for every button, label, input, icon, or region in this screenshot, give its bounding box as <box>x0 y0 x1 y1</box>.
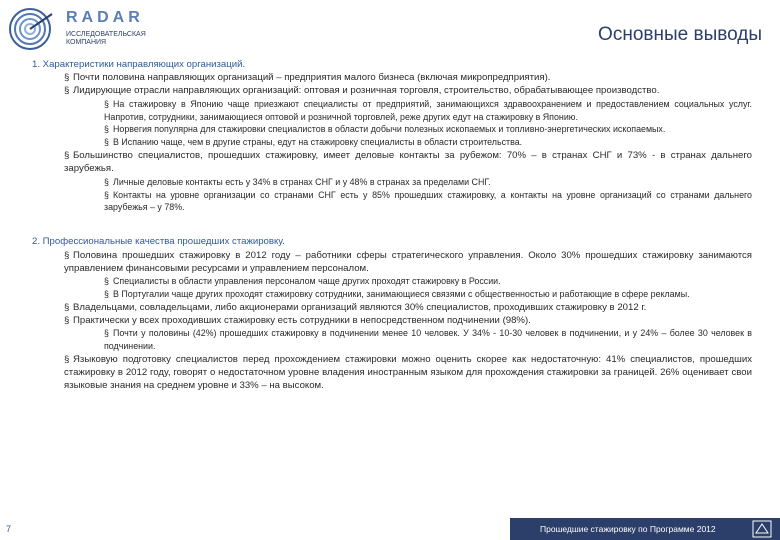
page-title: Основные выводы <box>598 24 762 45</box>
bullet-icon: § <box>104 288 109 299</box>
sub-list-item: § Контакты на уровне организации со странами СНГ есть у 85% прошедших стажировку, а контакты на уровне организаций со странами дальнего зарубежья – у 78%. <box>104 189 752 213</box>
section-2-heading: 2. Профессиональные качества прошедших стажировку. <box>32 236 285 248</box>
bullet-icon: § <box>64 249 70 261</box>
bullet-icon: § <box>104 124 109 135</box>
list-item: § Лидирующие отрасли направляющих организаций: оптовая и розничная торговля, строительство, обрабатывающее производство. <box>64 85 660 97</box>
radar-logo-icon <box>8 6 58 52</box>
bullet-icon: § <box>104 189 109 200</box>
list-item: § Большинство специалистов, прошедших стажировку, имеет деловые контакты за рубежом: 70% – в странах СНГ и 73% - в странах дальнего зарубежья. <box>64 150 752 175</box>
list-item: § Владельцами, совладельцами, либо акционерами организаций являются 30% специалистов, проходивших стажировку в 2012 г. <box>64 301 647 313</box>
bullet-icon: § <box>104 328 109 339</box>
main-content <box>30 58 752 393</box>
sub-list-item: § Личные деловые контакты есть у 34% в странах СНГ и у 48% в странах за пределами СНГ. <box>104 176 491 187</box>
sub-list-item: § Специалисты в области управления персоналом чаще других проходят стажировку в России. <box>104 275 501 286</box>
list-item: § Практически у всех проходивших стажировку есть сотрудники в непосредственном подчинении (98%). <box>64 314 531 326</box>
sub-list-item: § На стажировку в Японию чаще приезжают специалисты от предприятий, занимающихся здравоохранением и предоставлением социальных услуг. Напротив, сотрудники, занимающиеся оптовой и розничной торговлей, реже других едут на стажировку в Японию. <box>104 98 752 122</box>
bullet-icon: § <box>64 314 70 326</box>
bullet-icon: § <box>104 98 109 109</box>
sub-list-item: § Норвегия популярна для стажировки специалистов в области добычи полезных ископаемых и топливно-энергетических ископаемых. <box>104 124 666 135</box>
bullet-icon: § <box>64 301 70 313</box>
bullet-icon: § <box>64 85 70 97</box>
logo <box>8 6 158 54</box>
brand-subtitle: ИССЛЕДОВАТЕЛЬСКАЯ КОМПАНИЯ <box>66 31 146 46</box>
section-1-heading: 1. Характеристики направляющих организаций. <box>32 59 246 70</box>
list-item: § Половина прошедших стажировку в 2012 году – работники сферы стратегического управления. Около 30% прошедших стажировку занимаются управлением финансовыми ресурсами и управлением персоналом. <box>64 249 752 274</box>
bullet-icon: § <box>64 150 70 162</box>
list-item: § Языковую подготовку специалистов перед прохождением стажировки можно оценить скорее как недостаточную: 41% специалистов, прошедших стажировку в 2012 году, говорят о недостаточном уровне владения иностранным языком для прохождения стажировки за границей. 26% оценивает свои языковые знания на среднем уровне и 33% – на высоком. <box>64 354 752 392</box>
bullet-icon: § <box>64 72 70 84</box>
list-item: § Почти половина направляющих организаций – предприятия малого бизнеса (включая микропредприятия). <box>64 72 551 84</box>
sub-list-item: § Почти у половины (42%) прошедших стажировку в подчинении менее 10 человек. У 34% - 10-30 человек в подчинении, и у 24% – более 30 человек в подчинении. <box>104 328 752 352</box>
page-number: 7 <box>6 524 12 534</box>
sub-list-item: § В Испанию чаще, чем в другие страны, едут на стажировку специалисты в области строительства. <box>104 137 523 148</box>
footer-logo-icon <box>752 520 772 538</box>
brand-name: RADAR <box>66 9 144 26</box>
footer-caption: Прошедшие стажировку по Программе 2012 <box>540 524 716 534</box>
bullet-icon: § <box>104 176 109 187</box>
bullet-icon: § <box>64 354 70 365</box>
bullet-icon: § <box>104 275 109 286</box>
bullet-icon: § <box>104 137 109 148</box>
sub-list-item: § В Португалии чаще других проходят стажировку сотрудники, занимающиеся связями с общественностью и работающие в сфере рекламы. <box>104 288 690 299</box>
